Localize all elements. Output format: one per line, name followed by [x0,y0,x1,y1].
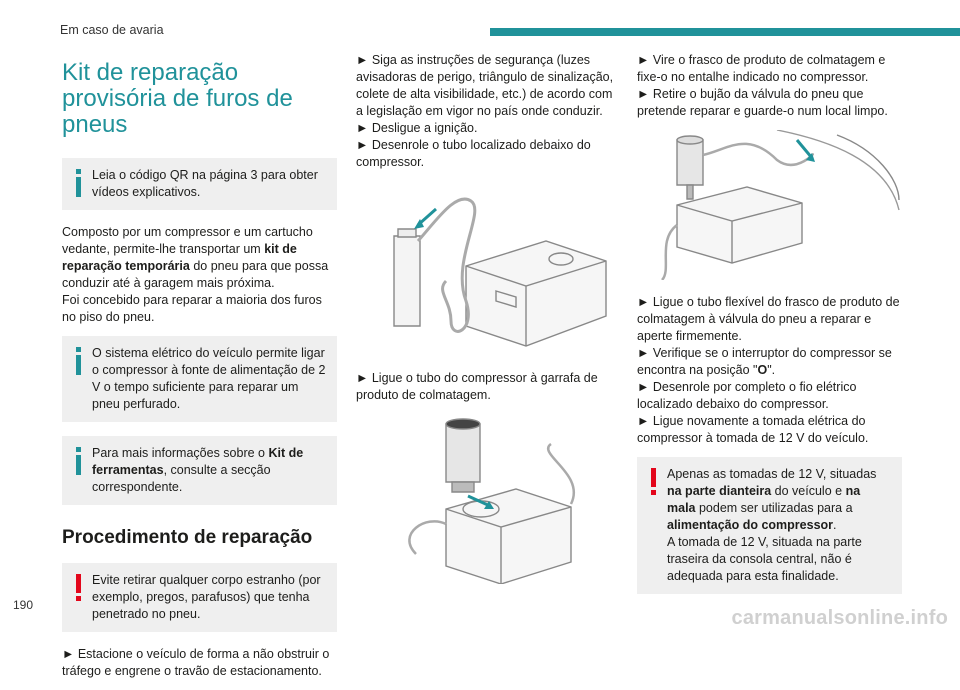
note-tools-text: Para mais informações sobre o Kit de ferramentas, consulte a secção correspondente. [92,446,304,494]
step-safety: ► Siga as instruções de segurança (luzes avisadoras de perigo, triângulo de sinalização, colete de alta visibilidade, etc.) de acordo com a legislação em vigor no país onde conduzir. ► Desligue a ignição. ► Desenrole o tubo localizado debaixo do compressor. [356,53,614,169]
warning-icon [72,574,86,604]
column-middle [356,52,618,598]
info-note-qr [62,158,337,210]
procedure-heading: Procedimento de reparação [62,527,313,548]
warning-foreign-text: Evite retirar qualquer corpo estranho (por exemplo, pregos, parafusos) que tenha penetrado no pneu. [92,573,321,621]
step-turn-bottle: ► Vire o frasco de produto de colmatagem e fixe-o no entalhe indicado no compressor. ► Retire o bujão da válvula do pneu que pretende reparar e guarde-o num local limpo. [637,53,888,118]
note-power-text: O sistema elétrico do veículo permite ligar o compressor à fonte de alimentação de 2 V o tempo suficiente para reparar um pneu perfurado. [92,346,326,411]
watermark: carmanualsonline.info [731,607,948,629]
info-icon [72,169,86,199]
illustration-sealant-bottle [356,414,618,584]
page-title: Kit de reparação provisória de furos de pneus [62,59,293,138]
info-note-tools [62,436,337,505]
info-icon [72,447,86,477]
header-accent-bar [490,28,960,36]
warning-note-foreign-body [62,563,337,632]
step-connect-bottle: ► Ligue o tubo do compressor à garrafa de produto de colmatagem. [356,371,598,402]
illustration-compressor-hose [356,181,618,356]
header-section-label: Em caso de avaria [60,23,164,37]
note-qr-text: Leia o código QR na página 3 para obter vídeos explicativos. [92,168,318,199]
warning-icon [647,468,661,498]
info-note-power [62,336,337,422]
warning-note-socket [637,457,902,594]
info-icon [72,347,86,377]
column-right [637,52,902,608]
column-left [62,52,337,690]
intro-paragraph-1: Composto por um compressor e um cartucho vedante, permite-lhe transportar um kit de reparação temporária do pneu para que possa conduzir até à garagem mais próxima. Foi concebido para reparar a maioria dos furos no piso do pneu. [62,225,329,324]
step-park: ► Estacione o veículo de forma a não obstruir o tráfego e engrene o travão de estacionamento. [62,647,330,678]
illustration-tyre-valve [637,130,902,280]
step-connect-valve: ► Ligue o tubo flexível do frasco de produto de colmatagem à válvula do pneu a reparar e aperte firmemente. ► Verifique se o interruptor do compressor se encontra na posição "O". ► Desenrole por completo o fio elétrico localizado debaixo do compressor. ► Ligue novamente a tomada elétrica do compressor à tomada de 12 V do veículo. [637,295,900,445]
warning-socket-text: Apenas as tomadas de 12 V, situadas na parte dianteira do veículo e na mala podem ser utilizadas para a alimentação do compressor. A tomada de 12 V, situada na parte traseira da consola central, não é adequada para esta finalidade. [667,467,877,583]
page-number: 190 [13,598,34,612]
